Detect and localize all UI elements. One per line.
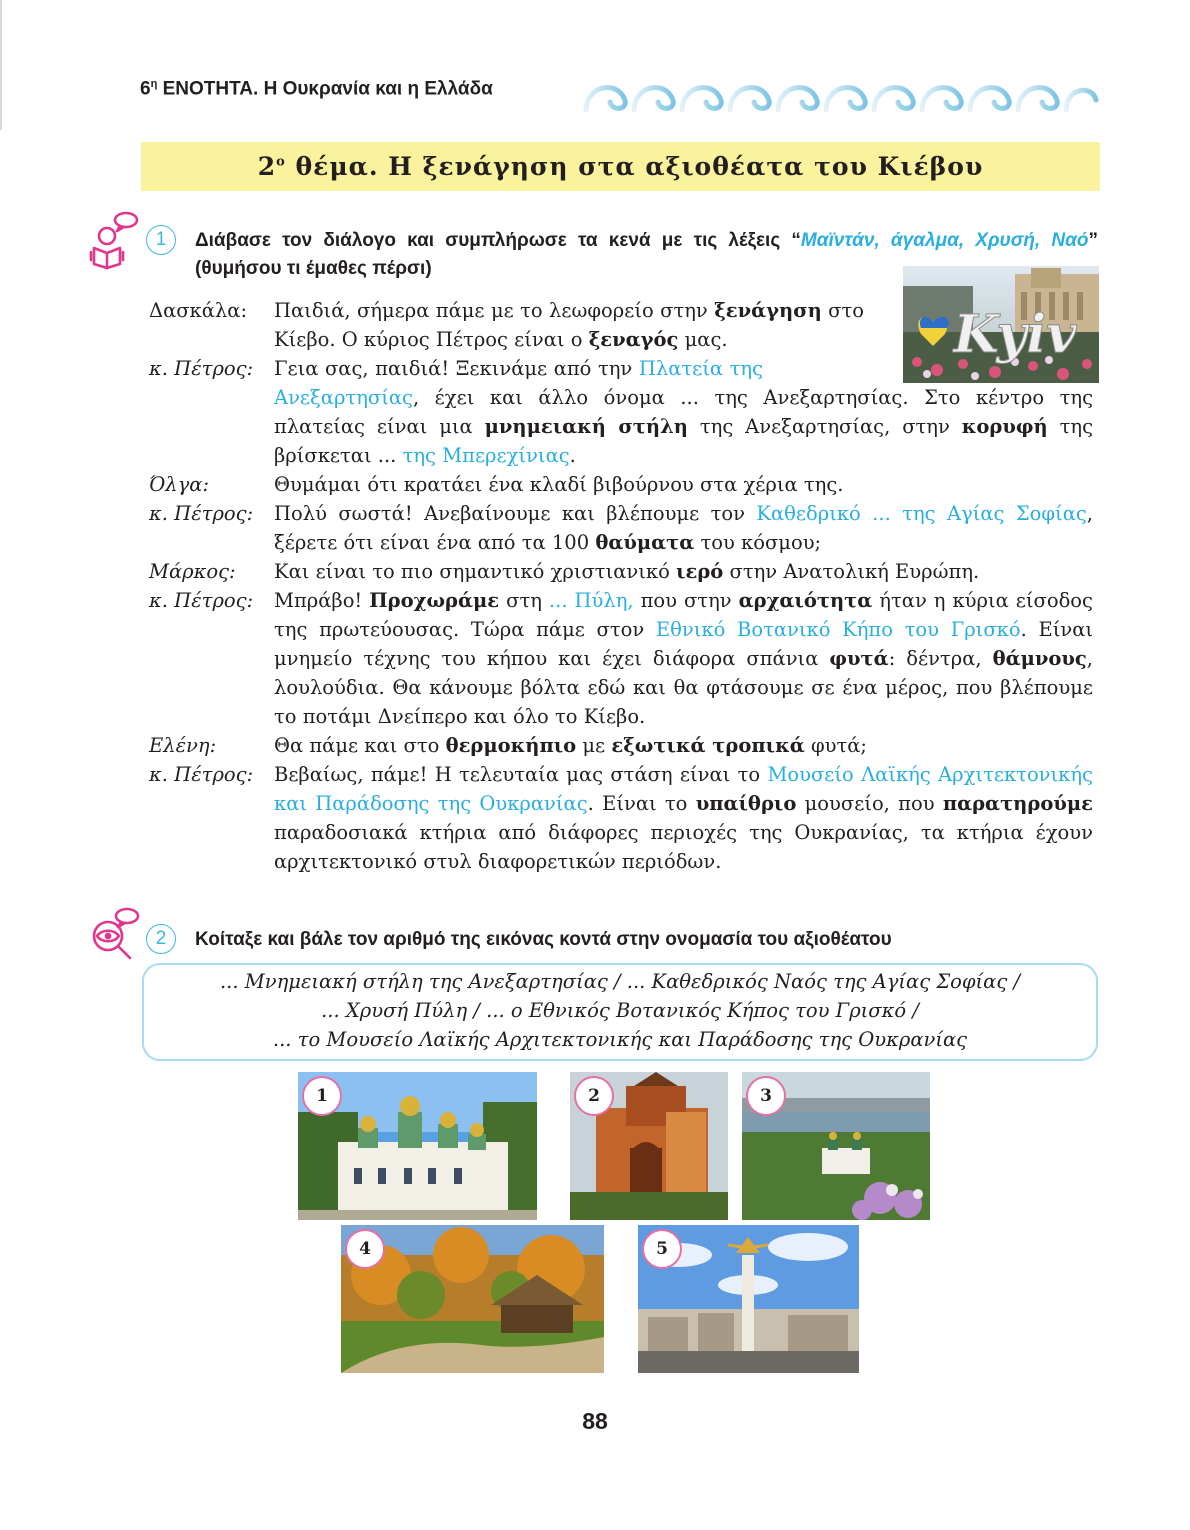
speech-text: της βρίσκεται ...: [274, 415, 1094, 467]
speech-text: φυτά;: [804, 734, 867, 757]
task-2-instructions: Κοίταξε και βάλε τον αριθμό της εικόνας κοντά στην ονομασία του αξιοθέατου: [195, 929, 892, 950]
speech-line: [274, 760, 1093, 876]
speech-text: Μπράβο!: [274, 589, 370, 612]
eye-magnifier-icon: [86, 906, 142, 962]
bold-keyword: εξωτικά τροπικά: [611, 734, 805, 757]
photo-2-golden-gate: [570, 1072, 728, 1220]
bold-keyword: Προχωράμε: [369, 589, 500, 612]
speech-text: Θα πάμε και στο: [274, 734, 446, 757]
answer-blank-text: ... Πύλη,: [548, 589, 634, 612]
bold-keyword: κορυφή: [961, 415, 1048, 438]
speech-line: [274, 731, 1093, 760]
reading-child-icon: [86, 210, 142, 270]
photo-4-number: 4: [345, 1229, 385, 1269]
speech-text: Παιδιά, σήμερα πάμε με το λεωφορείο στην: [274, 299, 715, 322]
dialogue-row: [149, 354, 1093, 470]
speech-text: με: [576, 734, 612, 757]
answer-blank-text: Καθεδρικό ... της Αγίας Σοφίας: [756, 502, 1087, 525]
speech-text: παραδοσιακά κτήρια από διάφορες περιοχές της Ουκρανίας, τα κτήρια έχουν αρχιτεκτονικό στυλ διαφορετικών περιόδων.: [274, 821, 1093, 873]
bold-keyword: υπαίθριο: [695, 792, 797, 815]
speaker-label: Μάρκος:: [149, 560, 236, 583]
speaker-label: Δασκάλα:: [149, 299, 248, 322]
photo-3-number: 3: [746, 1076, 786, 1116]
speech-text: μουσείο, που: [796, 792, 943, 815]
speaker-label: κ. Πέτρος:: [149, 502, 254, 525]
task-1-word-list: Μαϊντάν, άγαλμα, Χρυσή, Ναό: [800, 230, 1089, 251]
speaker-label: κ. Πέτρος:: [149, 763, 254, 786]
page-edge-rule: [0, 0, 2, 130]
dialogue-row: [149, 586, 1093, 731]
photo-3-botanical-garden: [742, 1072, 930, 1220]
speech-text: .: [569, 444, 576, 467]
page-number: 88: [582, 1408, 608, 1434]
lesson-title-band: [141, 142, 1100, 191]
kyiv-sign-lettering: Kyiv: [953, 304, 1077, 365]
speech-text: : δέντρα,: [888, 647, 993, 670]
speech-line: [274, 586, 1093, 731]
answer-blank-text: Μουσείο Λαϊκής Αρχιτεκτονικής και Παράδοσης της Ουκρανίας: [274, 763, 1093, 815]
speech-line: [274, 296, 864, 354]
dialogue-row: [149, 296, 1093, 354]
task-1-instructions: Διάβασε τον διάλογο και συμπλήρωσε τα κενά με τις λέξεις “Μαϊντάν, άγαλμα, Χρυσή, Ναό” (θυμήσου τι έμαθες πέρσι): [195, 230, 1098, 279]
speech-line: [274, 470, 1093, 499]
photo-5-independence-monument: [638, 1225, 859, 1373]
photo-5-number: 5: [642, 1229, 682, 1269]
bold-keyword: ξεναγός: [588, 328, 679, 351]
unit-number-sup: η: [150, 78, 158, 90]
speech-text: στο Κίεβο. Ο κύριος Πέτρος είναι ο: [274, 299, 864, 351]
photo-2-number: 2: [574, 1076, 614, 1116]
answer-line-2: ... Χρυσή Πύλη / ... ο Εθνικός Βοτανικός Κήπος του Γρισκό /: [321, 999, 919, 1022]
speech-text: στη: [499, 589, 549, 612]
bold-keyword: παρατηρούμε: [942, 792, 1093, 815]
speaker-label: Όλγα:: [149, 473, 210, 496]
bold-keyword: ιερό: [676, 560, 724, 583]
photo-1-cathedral: [298, 1072, 537, 1220]
dialogue-row: [149, 557, 1093, 586]
speech-text: Βεβαίως, πάμε! Η τελευταία μας στάση είναι το: [274, 763, 768, 786]
speaker-label: Ελένη:: [149, 734, 217, 757]
speech-text: , ξέρετε ότι είναι ένα από τα 100: [274, 502, 1093, 554]
answer-blank-text: Εθνικό Βοτανικό Κήπο του Γρισκό: [655, 618, 1021, 641]
unit-header: [140, 78, 493, 100]
photo-4-open-air-museum: [341, 1225, 604, 1373]
speech-text: του κόσμου;: [694, 531, 822, 554]
bold-keyword: θάμνους: [992, 647, 1087, 670]
speaker-label: κ. Πέτρος:: [149, 589, 254, 612]
wave-decoration: [576, 76, 1100, 116]
speech-text: . Είναι το: [587, 792, 696, 815]
dialogue-row: [149, 731, 1093, 760]
bold-keyword: μνημειακή στήλη: [484, 415, 688, 438]
speech-text: που στην: [633, 589, 739, 612]
answer-line-1: ... Μνημειακή στήλη της Ανεξαρτησίας / ... Καθεδρικός Ναός της Αγίας Σοφίας /: [219, 970, 1021, 993]
task-2-number: 2: [146, 924, 176, 954]
answer-options-box: [142, 963, 1098, 1061]
speaker-label: κ. Πέτρος:: [149, 357, 254, 380]
photo-wrap-spacer: [763, 354, 1093, 383]
speech-text: , έχει και άλλο όνομα ... της Ανεξαρτησίας. Στο κέντρο της πλατείας είναι μια: [274, 386, 1093, 438]
bold-keyword: θερμοκήπιο: [445, 734, 577, 757]
speech-text: στην Ανατολική Ευρώπη.: [723, 560, 980, 583]
dialogue-row: [149, 470, 1093, 499]
dialogue-row: [149, 499, 1093, 557]
speech-line: [274, 354, 1093, 470]
bold-keyword: φυτά: [829, 647, 889, 670]
photo-1-number: 1: [302, 1076, 342, 1116]
answer-line-3: ... το Μουσείο Λαϊκής Αρχιτεκτονικής και Παράδοσης της Ουκρανίας: [272, 1028, 968, 1051]
speech-text: . Είναι μνημείο τέχνης του κήπου και έχει διάφορα σπάνια: [274, 618, 1094, 670]
speech-text: μας.: [678, 328, 728, 351]
unit-number: 6: [140, 78, 151, 100]
speech-text: , λουλούδια. Θα κάνουμε βόλτα εδώ και θα φτάσουμε σε ένα μέρος, που βλέπουμε το ποτάμι Δνείπερο και όλο το Κίεβο.: [274, 647, 1093, 728]
speech-text: της Ανεξαρτησίας, στην: [687, 415, 962, 438]
dialogue: [149, 296, 1093, 876]
task-1-number: 1: [146, 225, 176, 255]
answer-blank-text: Πλατεία της Ανεξαρτησίας: [274, 357, 763, 409]
bold-keyword: θαύματα: [595, 531, 695, 554]
speech-text: Θυμάμαι ότι κρατάει ένα κλαδί βιβούρνου στα χέρια της.: [274, 473, 844, 496]
speech-text: Και είναι το πιο σημαντικό χριστιανικό: [274, 560, 677, 583]
unit-title: ΕΝΟΤΗΤΑ. Η Ουκρανία και η Ελλάδα: [162, 78, 493, 100]
answer-blank-text: της Μπερεχίνιας: [402, 444, 570, 467]
speech-text: Πολύ σωστά! Ανεβαίνουμε και βλέπουμε τον: [274, 502, 757, 525]
bold-keyword: αρχαιότητα: [738, 589, 873, 612]
dialogue-row: [149, 760, 1093, 876]
speech-text: ήταν η κύρια είσοδος της πρωτεύουσας. Τώρα πάμε στον: [274, 589, 1093, 641]
bold-keyword: ξενάγηση: [714, 299, 822, 322]
lesson-title: $2^o$ θέμα. Η ξενάγηση στα αξιοθέατα του Κιέβου: [257, 152, 984, 181]
speech-line: [274, 557, 1093, 586]
speech-line: [274, 499, 1093, 557]
speech-text: Γεια σας, παιδιά! Ξεκινάμε από την: [274, 357, 639, 380]
